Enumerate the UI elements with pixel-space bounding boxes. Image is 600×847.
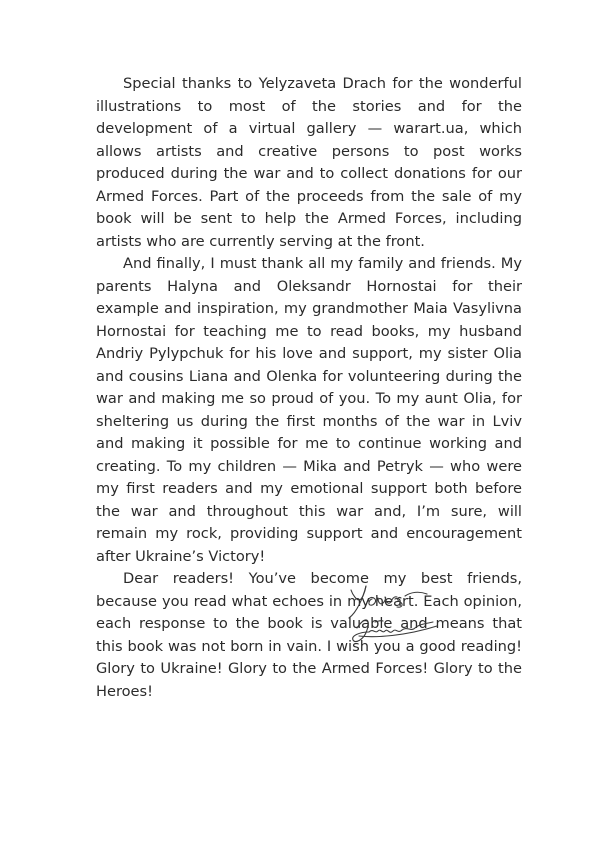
signature-drawing	[345, 578, 445, 658]
handwritten-signature	[345, 578, 445, 658]
body-text	[96, 73, 522, 703]
paragraph-address-to-readers: Dear readers! You’ve become my best friends, because you read what echoes in my heart. Each opinion, each response to the book is valuable and means that this book was not born in vain. I wish you a good reading! Glory to Ukraine! Glory to the Armed Forces! Glory to the Heroes!	[96, 570, 522, 700]
paragraph-acknowledgment-family: And finally, I must thank all my family and friends. My parents Halyna and Oleksandr Hornostai for their example and inspiration, my grandmother Maia Vasylivna Hornostai for teaching me to read books, my husband Andriy Pylypchuk for his love and support, my sister Olia and cousins Liana and Olenka for volunteering during the war and making me so proud of you. To my aunt Olia, for sheltering us during the first months of the war in Lviv and making it possible for me to continue working and creating. To my children — Mika and Petryk — who were my first readers and my emotional support both before the war and throughout this war and, I’m sure, will remain my rock, providing support and encouragement after Ukraine’s Victory!	[96, 255, 522, 565]
paragraph-acknowledgment-illustrator: Special thanks to Yelyzaveta Drach for the wonderful illustrations to most of the stories and for the development of a virtual gallery — warart.ua, which allows artists and creative persons to post works produced during the war and to collect donations for our Armed Forces. Part of the proceeds from the sale of my book will be sent to help the Armed Forces, including artists who are currently serving at the front.	[96, 75, 522, 250]
signature-ink	[349, 586, 437, 642]
